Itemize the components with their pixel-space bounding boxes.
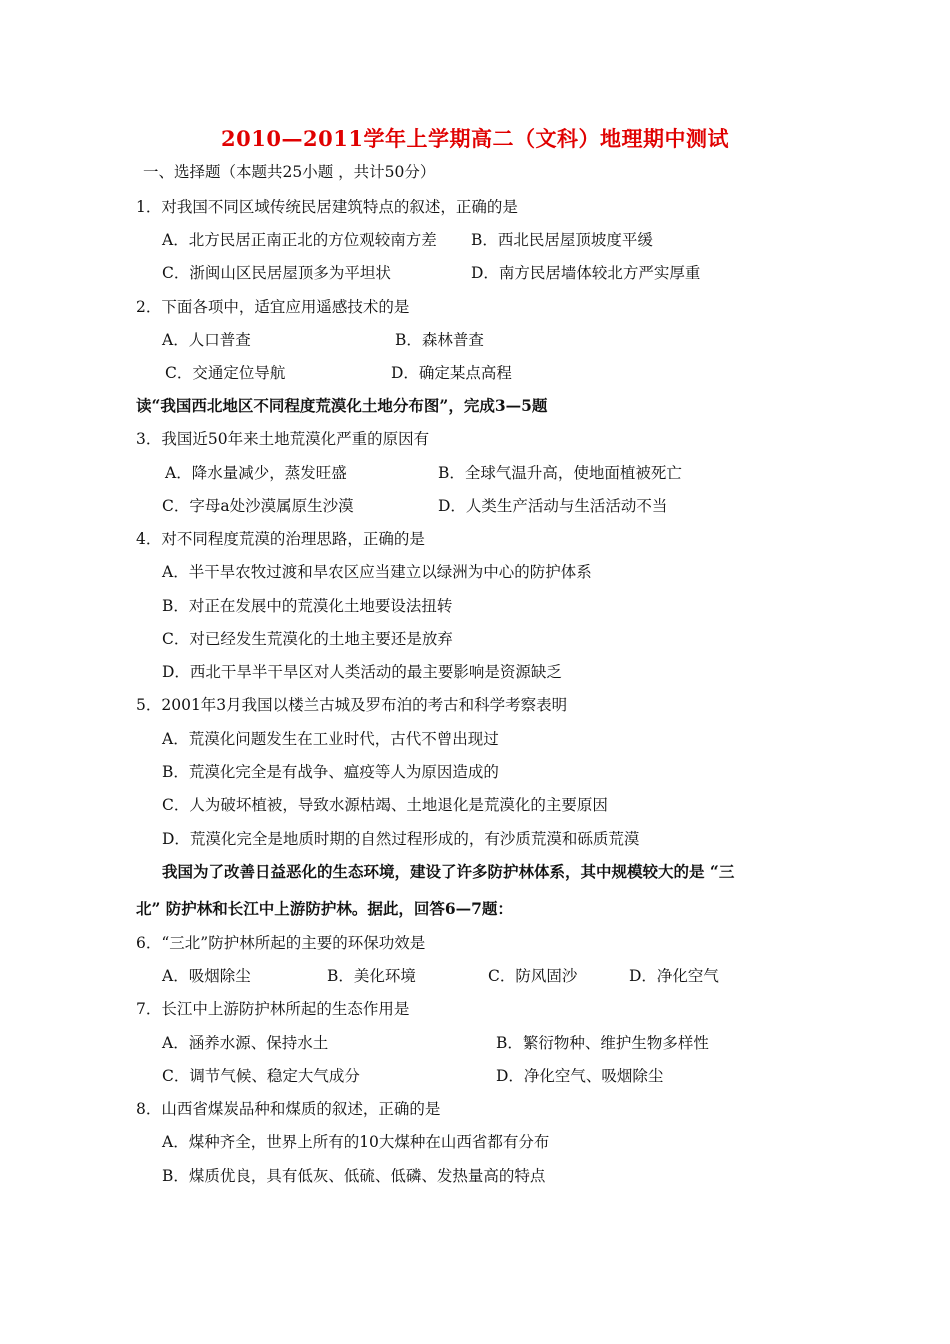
question-2-option-d: D．确定某点高程 [391, 364, 512, 382]
question-4-option-c: C．对已经发生荒漠化的土地主要还是放弃 [162, 630, 453, 648]
question-6-option-b: B．美化环境 [327, 967, 416, 985]
question-1-option-c: C．浙闽山区民居屋顶多为平坦状 [162, 264, 391, 282]
question-3-stem: 3．我国近50年来土地荒漠化严重的原因有 [136, 430, 430, 448]
page-title: 2010—2011学年上学期高二（文科）地理期中测试 [221, 126, 729, 151]
question-7-option-b: B．繁衍物种、维护生物多样性 [496, 1034, 709, 1052]
question-6-option-a: A．吸烟除尘 [162, 967, 251, 985]
question-8-option-b: B．煤质优良，具有低灰、低硫、低磷、发热量高的特点 [162, 1167, 546, 1185]
question-1-option-b: B．西北民居屋顶坡度平缓 [471, 231, 653, 249]
question-4-option-a: A．半干旱农牧过渡和旱农区应当建立以绿洲为中心的防护体系 [162, 563, 592, 581]
section-heading: 一、选择题（本题共25小题 ，共计50分） [143, 163, 436, 181]
question-3-option-b: B．全球气温升高，使地面植被死亡 [438, 464, 682, 482]
question-7-stem: 7．长江中上游防护林所起的生态作用是 [136, 1000, 410, 1018]
question-7-option-d: D．净化空气、吸烟除尘 [496, 1067, 664, 1085]
question-4-stem: 4．对不同程度荒漠的治理思路，正确的是 [136, 530, 425, 548]
question-8-stem: 8．山西省煤炭品种和煤质的叙述，正确的是 [136, 1100, 441, 1118]
question-5-stem: 5．2001年3月我国以楼兰古城及罗布泊的考古和科学考察表明 [136, 696, 568, 714]
question-1-option-a: A．北方民居正南正北的方位观较南方差 [162, 231, 437, 249]
question-3-option-d: D．人类生产活动与生活活动不当 [438, 497, 668, 515]
question-6-option-d: D．净化空气 [629, 967, 719, 985]
question-3-option-a: A．降水量减少，蒸发旺盛 [165, 464, 347, 482]
question-5-option-d: D．荒漠化完全是地质时期的自然过程形成的，有沙质荒漠和砾质荒漠 [162, 830, 640, 848]
reading-prompt-3-5: 读“我国西北地区不同程度荒漠化土地分布图”，完成3—5题 [136, 396, 548, 415]
question-6-stem: 6．“三北”防护林所起的主要的环保功效是 [136, 934, 426, 952]
question-8-option-a: A．煤种齐全，世界上所有的10大煤种在山西省都有分布 [162, 1133, 550, 1151]
question-2-stem: 2．下面各项中，适宜应用遥感技术的是 [136, 298, 410, 316]
question-2-option-a: A．人口普查 [162, 331, 251, 349]
question-5-option-c: C．人为破坏植被，导致水源枯竭、土地退化是荒漠化的主要原因 [162, 796, 608, 814]
question-2-option-c: C．交通定位导航 [165, 364, 286, 382]
question-1-option-d: D．南方民居墙体较北方严实厚重 [471, 264, 701, 282]
reading-prompt-6-7-line-1: 我国为了改善日益恶化的生态环境，建设了许多防护林体系，其中规模较大的是 “三 [162, 862, 735, 881]
question-5-option-a: A．荒漠化问题发生在工业时代，古代不曾出现过 [162, 730, 499, 748]
question-7-option-c: C．调节气候、稳定大气成分 [162, 1067, 360, 1085]
question-3-option-c: C．字母a处沙漠属原生沙漠 [162, 497, 354, 515]
question-2-option-b: B．森林普查 [395, 331, 484, 349]
question-4-option-d: D．西北干旱半干旱区对人类活动的最主要影响是资源缺乏 [162, 663, 562, 681]
question-7-option-a: A．涵养水源、保持水土 [162, 1034, 329, 1052]
question-6-option-c: C．防风固沙 [488, 967, 578, 985]
question-5-option-b: B．荒漠化完全是有战争、瘟疫等人为原因造成的 [162, 763, 499, 781]
question-1-stem: 1．对我国不同区域传统民居建筑特点的叙述，正确的是 [136, 198, 518, 216]
question-4-option-b: B．对正在发展中的荒漠化土地要设法扭转 [162, 597, 453, 615]
reading-prompt-6-7-line-2: 北” 防护林和长江中上游防护林。据此，回答6—7题： [136, 899, 513, 918]
